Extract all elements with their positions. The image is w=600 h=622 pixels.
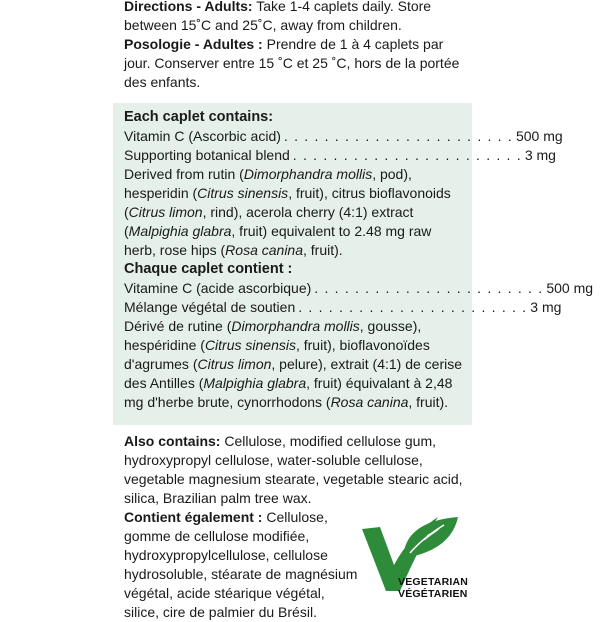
desc-text: , gousse), hespéridine (	[124, 318, 422, 353]
also-contains-section	[124, 432, 464, 508]
latin-name: Rosa canina	[330, 394, 409, 410]
ingredient-name: Supporting botanical blend	[124, 147, 290, 163]
latin-name: Malpighia glabra	[128, 223, 232, 239]
latin-name: Rosa canina	[225, 242, 303, 258]
desc-text: , pod), hesperidin (	[124, 166, 412, 201]
leader-dots: . . . . . . . . . . . . . . . . . . . . . . .	[314, 280, 544, 296]
contient-section	[124, 508, 360, 622]
ingredient-amount: 3 mg	[530, 299, 562, 315]
desc-text: , fruit).	[303, 242, 343, 258]
ingredient-row-vitamin-c-en	[124, 127, 563, 146]
ingredient-name: Vitamin C (Ascorbic acid)	[124, 128, 281, 144]
ingredient-row-blend-fr	[124, 298, 562, 317]
desc-text: , fruit), citrus bioflavonoids (	[124, 185, 451, 220]
ingredient-amount: 500 mg	[515, 128, 563, 144]
ingredient-row-blend-en	[124, 146, 556, 165]
directions-en-label: Directions - Adults:	[124, 0, 253, 14]
desc-text: , fruit) equivalent to 2.48 mg raw herb, rose hips (	[124, 223, 432, 258]
desc-text: , fruit) équivalant à 2,48 mg d'herbe brute, cynorrhodons (	[124, 375, 453, 410]
desc-text: Dérivé de rutine (	[124, 318, 232, 334]
leader-dots: . . . . . . . . . . . . . . . . . . . . . . .	[283, 128, 513, 144]
leader-dots: . . . . . . . . . . . . . . . . . . . . . . .	[298, 299, 528, 315]
ingredient-amount: 3 mg	[524, 147, 556, 163]
also-contains-text: Cellulose, modified cellulose gum, hydroxypropyl cellulose, water-soluble cellulose, vegetable magnesium stearate, vegetable stearic acid, silica, Brazilian palm tree wax.	[124, 433, 463, 506]
ingredient-name: Vitamine C (acide ascorbique)	[124, 280, 312, 296]
directions-fr	[124, 35, 470, 92]
ingredient-row-vitamin-c-fr	[124, 279, 594, 298]
ingredient-name: Mélange végétal de soutien	[124, 299, 296, 315]
latin-name: Citrus sinensis	[197, 185, 289, 201]
directions-section	[124, 0, 470, 92]
ingredients-en-heading: Each caplet contains:	[124, 109, 274, 125]
desc-text: , rind), acerola cherry (4:1) extract (	[124, 204, 414, 239]
desc-text: Derived from rutin (	[124, 166, 244, 182]
blend-description-en	[124, 165, 464, 260]
vegetarian-text-fr: VÉGÉTARIEN	[398, 588, 468, 600]
directions-fr-text: Prendre de 1 à 4 caplets par jour. Conserver entre 15 ˚C et 25 ˚C, hors de la portée des enfants.	[124, 36, 460, 90]
vegetarian-logo	[360, 515, 475, 600]
ingredient-amount: 500 mg	[546, 280, 594, 296]
latin-name: Citrus sinensis	[204, 337, 296, 353]
desc-text: , fruit), bioflavonoïdes d'agrumes (	[124, 337, 430, 372]
ingredients-fr-heading: Chaque caplet contient :	[124, 261, 293, 277]
latin-name: Dimorphandra mollis	[231, 318, 360, 334]
ingredients-section	[124, 108, 594, 412]
contient-text: Cellulose, gomme de cellulose modifiée, hydroxypropylcellulose, cellulose hydrosoluble, stéarate de magnésium végétal, acide stéarique végétal, silice, cire de palmier du Brésil.	[124, 509, 358, 620]
latin-name: Dimorphandra mollis	[243, 166, 373, 182]
directions-en	[124, 0, 470, 35]
latin-name: Citrus limon	[128, 204, 203, 220]
vegetarian-text-en: VEGETARIAN	[398, 576, 469, 588]
also-contains-label: Also contains:	[124, 433, 221, 449]
contient-label: Contient également :	[124, 509, 263, 525]
directions-en-text: Take 1-4 caplets daily. Store between 15˚C and 25˚C, away from children.	[124, 0, 432, 33]
latin-name: Citrus limon	[197, 356, 272, 372]
desc-text: , pelure), extrait (4:1) de cerise des Antilles (	[124, 356, 463, 391]
blend-description-fr	[124, 317, 464, 412]
latin-name: Malpighia glabra	[203, 375, 307, 391]
leader-dots: . . . . . . . . . . . . . . . . . . . . . . .	[292, 147, 522, 163]
directions-fr-label: Posologie - Adultes :	[124, 36, 263, 52]
desc-text: , fruit).	[408, 394, 449, 410]
